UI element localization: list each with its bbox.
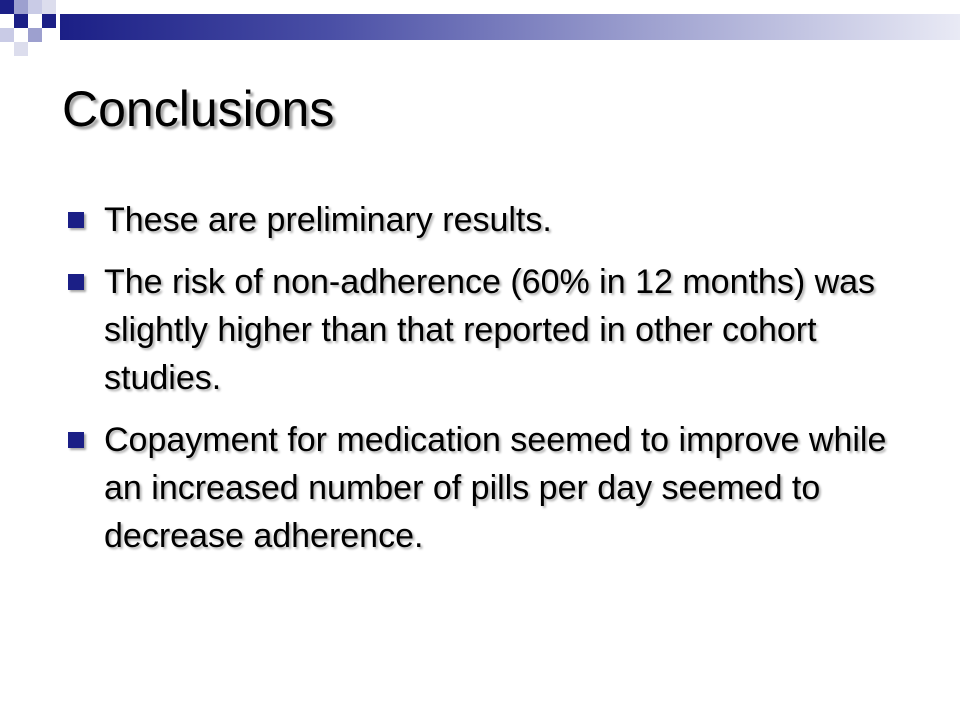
bullet-text: These are preliminary results. (104, 201, 552, 239)
decor-square-light (0, 28, 14, 42)
header-gradient-bar (60, 14, 960, 40)
decor-square-light (28, 0, 42, 14)
bullet-item (66, 416, 926, 560)
bullet-item (66, 258, 926, 402)
decor-square-light (14, 42, 28, 56)
bullet-item (66, 196, 926, 244)
decor-square-light (14, 0, 28, 14)
square-bullet-icon (68, 274, 84, 290)
slide-title: Conclusions (62, 81, 335, 137)
decor-square-dark (42, 14, 56, 28)
decor-square-light (28, 28, 42, 42)
bullet-list (66, 196, 926, 574)
decor-square-light (42, 0, 56, 14)
decor-square-dark (0, 0, 14, 14)
bullet-text: Copayment for medication seemed to improve while an increased number of pills per day seemed to decrease adherence. (104, 421, 887, 555)
bullet-text: The risk of non-adherence (60% in 12 months) was slightly higher than that reported in other cohort studies. (104, 263, 876, 397)
decor-square-dark (14, 14, 28, 28)
square-bullet-icon (68, 212, 84, 228)
square-bullet-icon (68, 432, 84, 448)
